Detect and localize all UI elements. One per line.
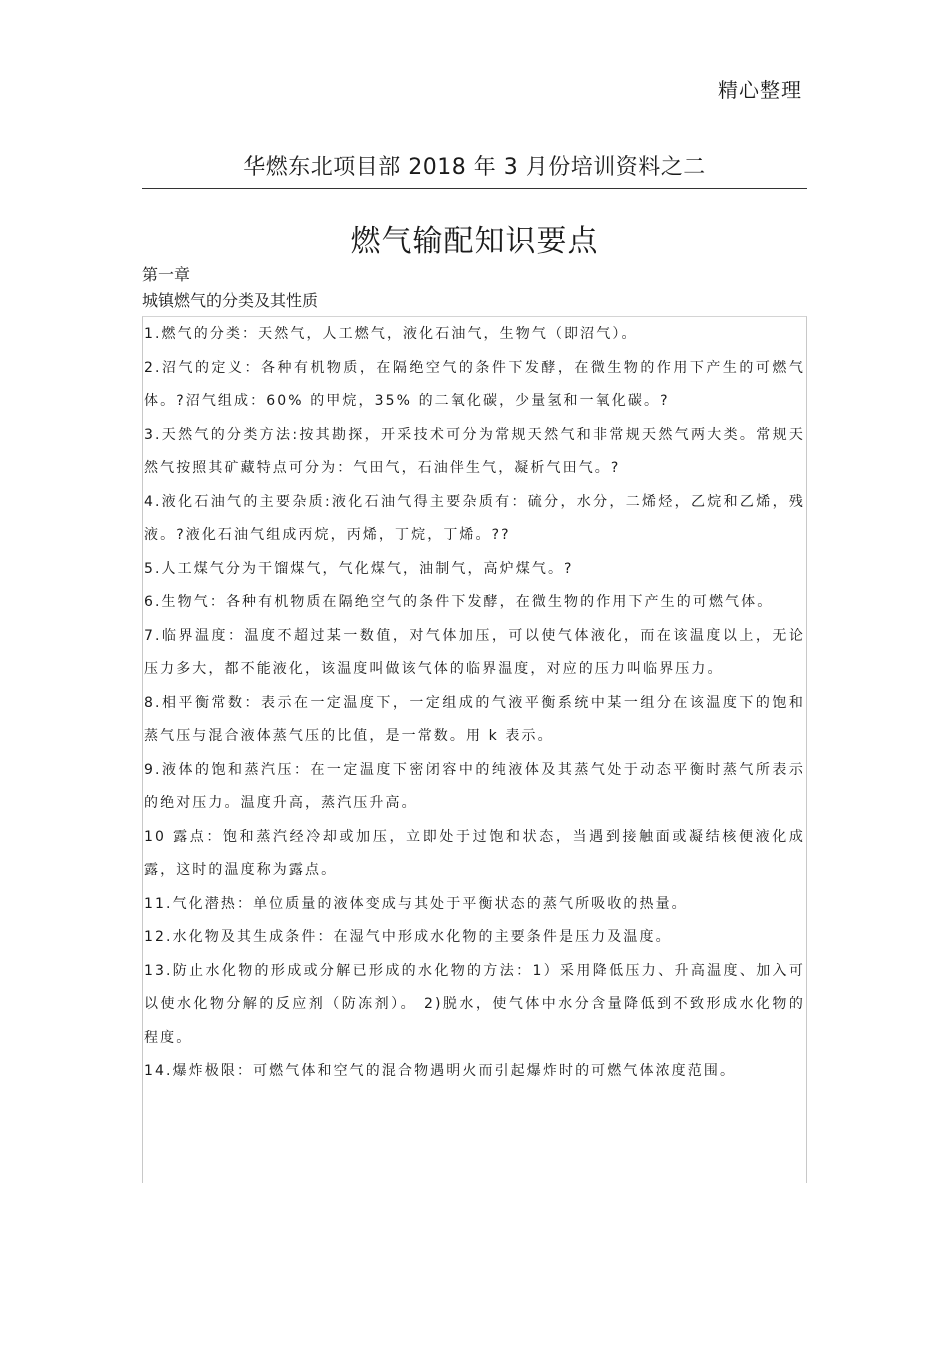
corner-note: 精心整理 bbox=[718, 78, 802, 102]
list-item: 4.液化石油气的主要杂质:液化石油气得主要杂质有：硫分，水分，二烯烃，乙烷和乙烯，残液。?液化石油气组成丙烷，丙烯，丁烷，丁烯。?? bbox=[144, 493, 805, 543]
item-list bbox=[142, 318, 805, 1089]
list-item: 9.液体的饱和蒸汽压：在一定温度下密闭容中的纯液体及其蒸气处于动态平衡时蒸气所表示的绝对压力。温度升高，蒸汽压升高。 bbox=[144, 761, 805, 811]
list-item: 1.燃气的分类：天然气，人工燃气，液化石油气，生物气（即沼气）。 bbox=[144, 326, 638, 342]
document-header: 华燃东北项目部 2018 年 3 月份培训资料之二 bbox=[243, 155, 706, 180]
chapter-label: 第一章 bbox=[142, 265, 191, 284]
list-item: 12.水化物及其生成条件：在湿气中形成水化物的主要条件是压力及温度。 bbox=[144, 929, 672, 945]
header-rule bbox=[142, 188, 807, 189]
list-item: 7.临界温度：温度不超过某一数值，对气体加压，可以使气体液化，而在该温度以上，无论压力多大，都不能液化，该温度叫做该气体的临界温度，对应的压力叫临界压力。 bbox=[144, 627, 805, 677]
list-item: 11.气化潜热：单位质量的液体变成与其处于平衡状态的蒸气所吸收的热量。 bbox=[144, 895, 688, 912]
list-item: 2.沼气的定义：各种有机物质，在隔绝空气的条件下发酵，在微生物的作用下产生的可燃气体。?沼气组成：60% 的甲烷，35% 的二氧化碳，少量氢和一氧化碳。? bbox=[144, 359, 805, 409]
list-item: 6.生物气：各种有机物质在隔绝空气的条件下发酵，在微生物的作用下产生的可燃气体。 bbox=[144, 594, 774, 610]
list-item: 10 露点：饱和蒸汽经冷却或加压，立即处于过饱和状态，当遇到接触面或凝结核便液化成露，这时的温度称为露点。 bbox=[144, 828, 805, 878]
list-item: 14.爆炸极限：可燃气体和空气的混合物遇明火而引起爆炸时的可燃气体浓度范围。 bbox=[144, 1063, 737, 1079]
list-item: 8.相平衡常数：表示在一定温度下，一定组成的气液平衡系统中某一组分在该温度下的饱和蒸气压与混合液体蒸气压的比值，是一常数。用 k 表示。 bbox=[144, 694, 805, 744]
list-item: 13.防止水化物的形成或分解已形成的水化物的方法：1）采用降低压力、升高温度、加入可以使水化物分解的反应剂（防冻剂）。 2)脱水，使气体中水分含量降低到不致形成水化物的程度。 bbox=[144, 962, 805, 1046]
list-item: 5.人工煤气分为干馏煤气，气化煤气，油制气，高炉煤气。? bbox=[144, 560, 574, 577]
chapter-title: 城镇燃气的分类及其性质 bbox=[142, 291, 319, 310]
document-title: 燃气输配知识要点 bbox=[350, 224, 599, 259]
list-item: 3.天然气的分类方法:按其勘探，开采技术可分为常规天然气和非常规天然气两大类。常规天然气按照其矿藏特点可分为：气田气，石油伴生气，凝析气田气。? bbox=[144, 426, 805, 476]
